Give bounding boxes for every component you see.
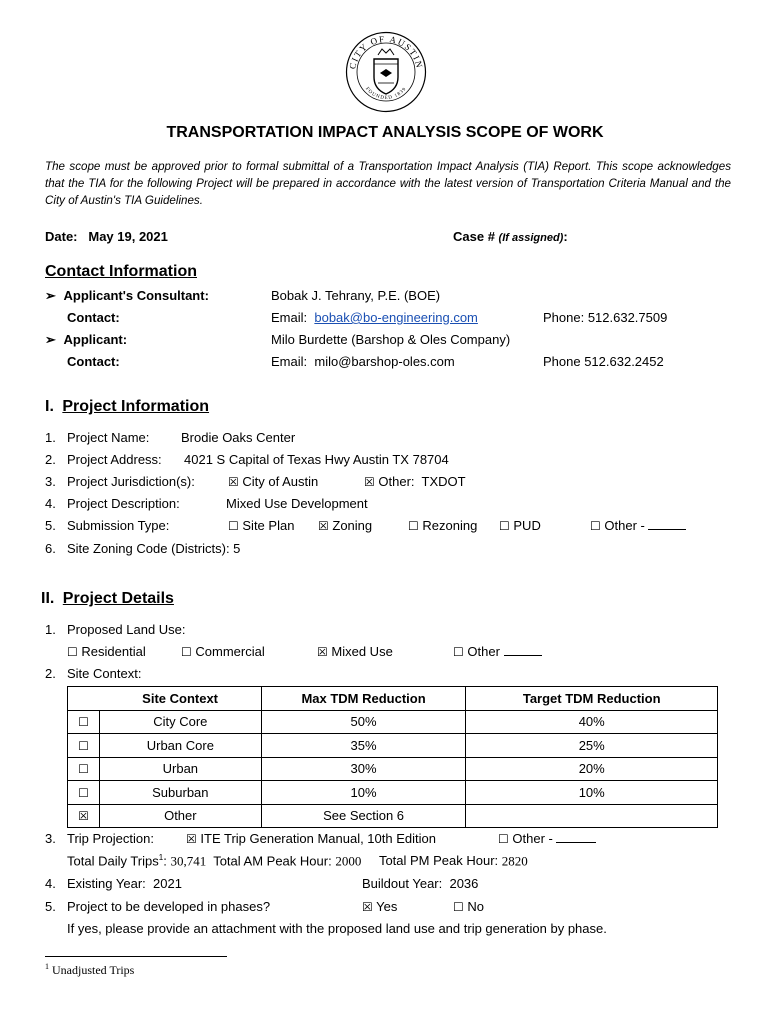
- applicant-contact-label: Contact:: [67, 354, 120, 369]
- consultant-contact-label: Contact:: [67, 310, 120, 325]
- list-item: [45, 474, 545, 489]
- unchecked-box-icon[interactable]: ☐: [67, 645, 78, 659]
- other-blank-line[interactable]: [556, 832, 596, 843]
- trip-option: ITE Trip Generation Manual, 10th Edition: [200, 831, 436, 846]
- item-num: 1.: [45, 430, 56, 445]
- trip-option: Other -: [512, 831, 553, 846]
- checked-box-icon[interactable]: ☒: [78, 809, 89, 824]
- submission-option: Rezoning: [422, 518, 478, 533]
- phases-yes-option: Yes: [376, 899, 398, 914]
- unchecked-box-icon[interactable]: ☐: [228, 519, 239, 533]
- item-num: 4.: [45, 876, 56, 891]
- table-row: [68, 781, 718, 805]
- city-of-austin-seal: [345, 31, 427, 113]
- list-item: [45, 541, 241, 556]
- arrow-bullet-icon: ➢: [45, 332, 56, 347]
- footnote-divider: [45, 956, 227, 957]
- jurisdiction-option: Other:: [378, 474, 415, 489]
- list-item: [45, 899, 565, 914]
- buildout-year-value: 2036: [449, 876, 479, 891]
- unchecked-box-icon[interactable]: ☐: [408, 519, 419, 533]
- site-context-cell: Other: [99, 804, 261, 828]
- other-blank-line[interactable]: [648, 519, 686, 530]
- item-label: Site Zoning Code (Districts): 5: [67, 541, 241, 556]
- section1-title: Project Information: [62, 398, 210, 415]
- list-item: [45, 430, 296, 445]
- case-label: Case #: [453, 229, 495, 244]
- unchecked-box-icon[interactable]: ☐: [78, 715, 89, 730]
- site-context-cell: City Core: [99, 710, 261, 734]
- phases-note: If yes, please provide an attachment with the proposed land use and trip generation by phase.: [67, 921, 607, 936]
- existing-year-label: Existing Year:: [67, 876, 146, 891]
- item-num: 2.: [45, 452, 56, 467]
- date-value: May 19, 2021: [88, 229, 168, 244]
- item-label: Project Name:: [67, 430, 150, 445]
- unchecked-box-icon[interactable]: ☐: [181, 645, 192, 659]
- item-num: 5.: [45, 899, 56, 914]
- land-use-option: Residential: [81, 644, 146, 659]
- consultant-label: Applicant's Consultant:: [63, 288, 209, 303]
- item-num: 5.: [45, 518, 56, 533]
- land-use-option: Mixed Use: [331, 644, 393, 659]
- consultant-email-row: [271, 310, 478, 325]
- buildout-year-label: Buildout Year:: [362, 876, 443, 891]
- item-label: Trip Projection:: [67, 831, 154, 846]
- submission-option: Site Plan: [242, 518, 295, 533]
- contact-heading: Contact Information: [45, 263, 197, 280]
- pm-peak-label: Total PM Peak Hour:: [378, 853, 499, 869]
- consultant-phone: Phone: 512.632.7509: [543, 310, 668, 325]
- checked-box-icon[interactable]: ☒: [317, 645, 328, 659]
- list-item: [45, 666, 142, 681]
- unchecked-box-icon[interactable]: ☐: [78, 785, 89, 800]
- applicant-label: Applicant:: [63, 332, 128, 347]
- table-row: [68, 710, 718, 734]
- list-item: [45, 831, 665, 846]
- jurisdiction-other-value: TXDOT: [421, 474, 466, 489]
- checked-box-icon[interactable]: ☒: [186, 832, 197, 846]
- phases-no-option: No: [467, 899, 485, 914]
- section1-heading: [45, 398, 209, 416]
- unchecked-box-icon[interactable]: ☐: [78, 738, 89, 753]
- item-label: Submission Type:: [67, 518, 170, 533]
- item-label: Proposed Land Use:: [67, 622, 186, 637]
- seal-top-text: CITY OF AUSTIN: [347, 33, 425, 70]
- case-note: (If assigned): [498, 232, 564, 244]
- consultant-row: [45, 288, 209, 304]
- project-address-value: 4021 S Capital of Texas Hwy Austin TX 78704: [184, 452, 449, 467]
- list-item: [45, 452, 449, 467]
- land-use-option: Commercial: [195, 644, 265, 659]
- footnote-ref: 1: [158, 853, 164, 862]
- item-num: 1.: [45, 622, 56, 637]
- submission-option: PUD: [513, 518, 541, 533]
- email-label: Email:: [271, 354, 308, 369]
- checked-box-icon[interactable]: ☒: [364, 475, 375, 489]
- pm-peak-value: 2820: [501, 853, 528, 869]
- unchecked-box-icon[interactable]: ☐: [590, 519, 601, 533]
- item-label: Site Context:: [67, 666, 142, 681]
- jurisdiction-option: City of Austin: [242, 474, 319, 489]
- list-item: [45, 496, 368, 511]
- footnote-marker: 1: [45, 962, 49, 971]
- section2-heading: [41, 590, 174, 608]
- email-label: Email:: [271, 310, 308, 325]
- max-tdm-cell: 10%: [261, 781, 466, 805]
- am-peak-value: 2000: [335, 853, 362, 869]
- case-row: [453, 229, 568, 244]
- trip-totals-row: Total Daily Trips$^1$: 30,741 Total AM Peak Hour: 2000 Total PM Peak Hour: 2820: [67, 853, 528, 869]
- footnote-text: Unadjusted Trips: [52, 963, 135, 977]
- column-header: Site Context: [99, 687, 261, 711]
- submission-option: Other -: [604, 518, 645, 533]
- consultant-name: Bobak J. Tehrany, P.E. (BOE): [271, 288, 441, 303]
- date-label: Date:: [45, 229, 78, 244]
- intro-paragraph: The scope must be approved prior to formal submittal of a Transportation Impact Analysis (TIA) Report. This scope acknowledges that the TIA for the following Project will be prepared in accordance with the latest version of Transportation Criteria Manual and the City of Austin's TIA Guidelines.: [45, 160, 731, 207]
- am-peak-label: Total AM Peak Hour:: [213, 853, 332, 869]
- section2-title: Project Details: [62, 590, 174, 607]
- site-context-cell: Suburban: [99, 781, 261, 805]
- column-header: Target TDM Reduction: [466, 687, 718, 711]
- unchecked-box-icon[interactable]: ☐: [498, 832, 509, 846]
- case-colon: :: [563, 229, 568, 244]
- footnote: [45, 962, 134, 978]
- item-num: 3.: [45, 831, 56, 846]
- item-label: Project Jurisdiction(s):: [67, 474, 195, 489]
- land-use-option: Other: [467, 644, 500, 659]
- applicant-phone: Phone 512.632.2452: [543, 354, 664, 369]
- unchecked-box-icon[interactable]: ☐: [499, 519, 510, 533]
- applicant-email-row: [271, 354, 455, 369]
- item-num: 6.: [45, 541, 56, 556]
- target-tdm-cell: [466, 804, 718, 828]
- item-label: Project Address:: [67, 452, 162, 467]
- site-context-table: [67, 686, 718, 828]
- item-label: Project to be developed in phases?: [67, 899, 271, 914]
- other-blank-line[interactable]: [504, 645, 542, 656]
- unchecked-box-icon[interactable]: ☐: [78, 762, 89, 777]
- applicant-row: [45, 332, 127, 348]
- target-tdm-cell: 10%: [466, 781, 718, 805]
- unchecked-box-icon[interactable]: ☐: [453, 900, 464, 914]
- column-header: Max TDM Reduction: [261, 687, 466, 711]
- seal-bottom-text: FOUNDED 1839: [364, 86, 408, 102]
- page-title: TRANSPORTATION IMPACT ANALYSIS SCOPE OF WORK: [166, 124, 604, 141]
- checked-box-icon[interactable]: ☒: [228, 475, 239, 489]
- max-tdm-cell: 50%: [261, 710, 466, 734]
- daily-trips-value: 30,741: [170, 853, 207, 869]
- item-num: 3.: [45, 474, 56, 489]
- max-tdm-cell: 35%: [261, 734, 466, 758]
- project-name-value: Brodie Oaks Center: [181, 430, 296, 445]
- section2-num: II.: [41, 590, 55, 607]
- target-tdm-cell: 20%: [466, 757, 718, 781]
- applicant-name: Milo Burdette (Barshop & Oles Company): [271, 332, 511, 347]
- daily-trips-label: Total Daily Trips: [67, 853, 159, 869]
- item-num: 4.: [45, 496, 56, 511]
- max-tdm-cell: See Section 6: [261, 804, 466, 828]
- site-context-cell: Urban: [99, 757, 261, 781]
- list-item: [45, 518, 705, 533]
- target-tdm-cell: 25%: [466, 734, 718, 758]
- project-description-value: Mixed Use Development: [226, 496, 368, 511]
- checked-box-icon[interactable]: ☒: [318, 519, 329, 533]
- table-row: [68, 804, 718, 828]
- existing-year-value: 2021: [153, 876, 182, 891]
- date-row: [45, 229, 168, 244]
- table-row: [68, 757, 718, 781]
- item-label: Project Description:: [67, 496, 180, 511]
- checked-box-icon[interactable]: ☒: [362, 900, 373, 914]
- unchecked-box-icon[interactable]: ☐: [453, 645, 464, 659]
- target-tdm-cell: 40%: [466, 710, 718, 734]
- table-header-row: [68, 687, 718, 711]
- table-row: [68, 734, 718, 758]
- item-num: 2.: [45, 666, 56, 681]
- site-context-cell: Urban Core: [99, 734, 261, 758]
- list-item: [45, 622, 186, 637]
- svg-text:CITY OF AUSTIN: [347, 34, 425, 70]
- submission-option: Zoning: [332, 518, 373, 533]
- list-item: [45, 876, 545, 891]
- section1-num: I.: [45, 398, 54, 415]
- arrow-bullet-icon: ➢: [45, 288, 56, 303]
- applicant-email: milo@barshop-oles.com: [314, 354, 455, 369]
- consultant-email-link[interactable]: bobak@bo-engineering.com: [314, 310, 478, 325]
- max-tdm-cell: 30%: [261, 757, 466, 781]
